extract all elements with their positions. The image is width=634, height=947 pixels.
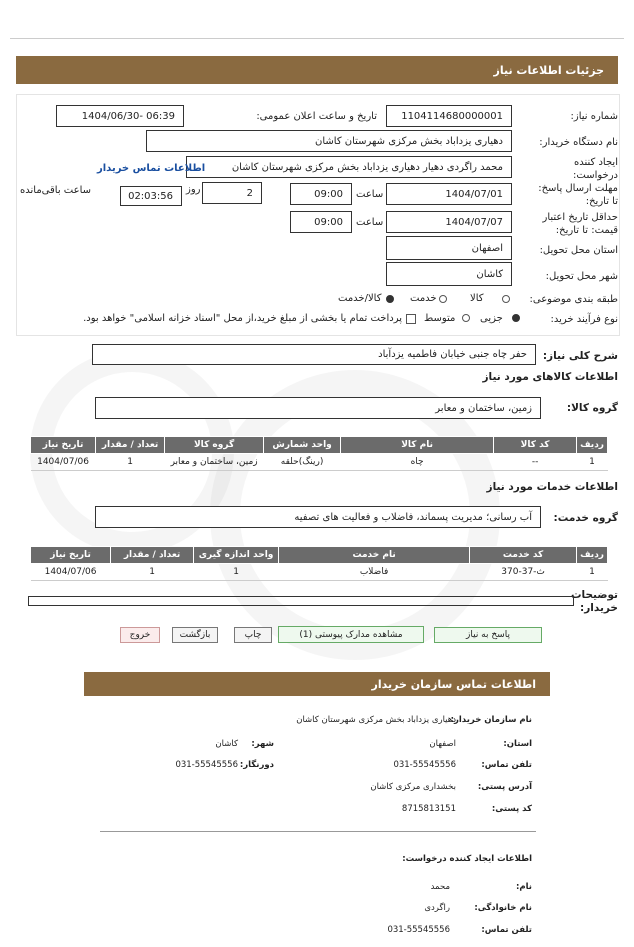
contact-phone-value: 031-55545556 <box>393 760 456 770</box>
goods-cell: 1 <box>577 454 608 471</box>
category-radio-goods-service[interactable] <box>386 295 394 303</box>
contact-province-label: استان: <box>503 739 532 749</box>
buyer-org-field: دهیاری یزداباد بخش مرکزی شهرستان کاشان <box>146 130 512 152</box>
validity-date-field: 1404/07/07 <box>386 211 512 233</box>
province-label: استان محل تحویل: <box>539 245 618 256</box>
contact-header <box>84 672 550 696</box>
goods-group-label: گروه کالا: <box>566 402 618 414</box>
goods-cell: چاه <box>341 454 494 471</box>
category-label: طبقه بندی موضوعی: <box>529 294 618 305</box>
treasury-checkbox[interactable] <box>406 314 416 324</box>
services-cell: 1 <box>194 564 279 581</box>
category-goods-label: کالا <box>470 293 484 304</box>
goods-col-group: گروه کالا <box>165 437 264 454</box>
goods-cell: 1 <box>96 454 165 471</box>
contact-address-label: آدرس پستی: <box>477 782 532 792</box>
goods-cell: 1404/07/06 <box>31 454 96 471</box>
announce-field: 1404/06/30- 06:39 <box>56 105 184 127</box>
services-col-date: تاریخ نیاز <box>31 547 111 564</box>
services-cell: ث-37-370 <box>470 564 577 581</box>
table-row <box>31 564 608 581</box>
category-radio-service[interactable] <box>439 295 447 303</box>
city-field: کاشان <box>386 262 512 286</box>
creator-info-title: اطلاعات ایجاد کننده درخواست: <box>402 854 532 864</box>
services-cell: 1 <box>111 564 194 581</box>
contact-postal-value: 8715813151 <box>401 804 456 814</box>
services-section-title: اطلاعات خدمات مورد نیاز <box>486 481 618 493</box>
city-label: شهر محل تحویل: <box>545 271 618 282</box>
attachments-button[interactable]: مشاهده مدارک پیوستی (1) <box>278 626 424 643</box>
process-medium-label: متوسط <box>424 313 456 324</box>
services-group-field: آب رسانی؛ مدیریت پسماند، فاضلاب و فعالیت های تصفیه <box>95 506 541 528</box>
contact-phone-label: تلفن تماس: <box>481 760 532 770</box>
creator-family-value: راگردی <box>424 903 450 913</box>
days-label: روز <box>186 184 201 195</box>
deadline-date-field: 1404/07/01 <box>386 183 512 205</box>
category-radio-goods[interactable] <box>502 295 510 303</box>
contact-org-label: نام سازمان خریدار: <box>450 715 532 725</box>
reply-button[interactable]: پاسخ به نیاز <box>434 627 542 643</box>
top-rule <box>10 38 624 39</box>
contact-city-label: شهر: <box>251 739 274 749</box>
announce-label: تاریخ و ساعت اعلان عمومی: <box>256 111 377 122</box>
services-col-code: کد خدمت <box>470 547 577 564</box>
goods-table-wrap <box>30 436 608 471</box>
exit-button[interactable]: خروج <box>120 627 160 643</box>
contact-fax-value: 031-55545556 <box>175 760 238 770</box>
deadline-label: مهلت ارسال پاسخ: تا تاریخ: <box>538 183 618 207</box>
goods-section-title: اطلاعات کالاهای مورد نیاز <box>482 371 618 383</box>
goods-col-name: نام کالا <box>341 437 494 454</box>
need-number-label: شماره نیاز: <box>570 111 618 122</box>
services-col-unit: واحد اندازه گیری <box>194 547 279 564</box>
services-col-name: نام خدمت <box>279 547 470 564</box>
creator-field: محمد راگردی دهیار دهیاری یزداباد بخش مرکزی شهرستان کاشان <box>186 156 512 178</box>
process-radio-minor[interactable] <box>512 314 520 322</box>
creator-family-label: نام خانوادگی: <box>474 903 532 913</box>
deadline-time-field: 09:00 <box>290 183 352 205</box>
services-col-qty: تعداد / مقدار <box>111 547 194 564</box>
page-header <box>16 56 618 84</box>
services-cell: 1 <box>577 564 608 581</box>
deadline-time-label: ساعت <box>356 189 384 200</box>
contact-buyer-link[interactable]: اطلاعات تماس خریدار <box>97 163 206 174</box>
validity-time-label: ساعت <box>356 217 384 228</box>
back-button[interactable]: بازگشت <box>172 627 218 643</box>
goods-col-date: تاریخ نیاز <box>31 437 96 454</box>
services-group-label: گروه خدمت: <box>553 512 618 524</box>
creator-name-label: نام: <box>515 882 532 892</box>
validity-time-field: 09:00 <box>290 211 352 233</box>
buyer-notes-field <box>28 596 574 606</box>
creator-phone-value: 031-55545556 <box>387 925 450 935</box>
category-service-label: خدمت <box>410 293 437 304</box>
goods-col-qty: تعداد / مقدار <box>96 437 165 454</box>
goods-col-row: ردیف <box>577 437 608 454</box>
summary-label: شرح کلی نیاز: <box>542 350 618 362</box>
services-col-row: ردیف <box>577 547 608 564</box>
services-cell: 1404/07/06 <box>31 564 111 581</box>
contact-divider <box>100 831 536 832</box>
goods-cell: زمین، ساختمان و معابر <box>165 454 264 471</box>
summary-field: حفر چاه جنبی خیابان فاطمیه یزدآباد <box>92 344 536 365</box>
creator-name-value: محمد <box>430 882 450 892</box>
creator-phone-label: تلفن تماس: <box>481 925 532 935</box>
contact-org-value: دهیاری یزداباد بخش مرکزی شهرستان کاشان <box>296 715 456 725</box>
goods-table <box>30 436 608 471</box>
goods-cell: -- <box>494 454 577 471</box>
process-minor-label: جزیی <box>480 313 503 324</box>
remaining-time-label: ساعت باقی‌مانده <box>20 185 92 196</box>
contact-city-value: کاشان <box>215 739 238 749</box>
process-label: نوع فرآیند خرید: <box>550 314 618 325</box>
validity-label: حداقل تاریخ اعتبار قیمت: تا تاریخ: <box>542 212 618 236</box>
remaining-time-field: 02:03:56 <box>120 186 182 206</box>
contact-province-value: اصفهان <box>429 739 456 749</box>
goods-col-unit: واحد شمارش <box>264 437 341 454</box>
payment-note: پرداخت تمام یا بخشی از مبلغ خرید،از محل "اسناد خزانه اسلامی" خواهد بود. <box>83 313 402 324</box>
contact-postal-label: کد پستی: <box>491 804 532 814</box>
goods-group-field: زمین، ساختمان و معابر <box>95 397 541 419</box>
table-row <box>31 454 608 471</box>
creator-label: ایجاد کننده درخواست: <box>573 157 618 181</box>
services-cell: فاضلاب <box>279 564 470 581</box>
process-radio-medium[interactable] <box>462 314 470 322</box>
category-goods-service-label: کالا/خدمت <box>338 293 382 304</box>
contact-fax-label: دورنگار: <box>239 760 274 770</box>
goods-col-code: کد کالا <box>494 437 577 454</box>
buyer-org-label: نام دستگاه خریدار: <box>539 137 618 148</box>
days-field: 2 <box>202 182 262 204</box>
services-table-wrap <box>30 546 608 581</box>
contact-address-value: بخشداری مرکزی کاشان <box>370 782 456 792</box>
need-number-field: 1104114680000001 <box>386 105 512 127</box>
goods-cell: (رینگ)حلقه <box>264 454 341 471</box>
contact-title: اطلاعات تماس سازمان خریدار <box>371 677 536 691</box>
buyer-notes-label: توضیحات خریدار: <box>570 589 618 614</box>
province-field: اصفهان <box>386 236 512 260</box>
page-title: جزئیات اطلاعات نیاز <box>493 63 604 77</box>
services-table <box>30 546 608 581</box>
print-button[interactable]: چاپ <box>234 627 272 643</box>
